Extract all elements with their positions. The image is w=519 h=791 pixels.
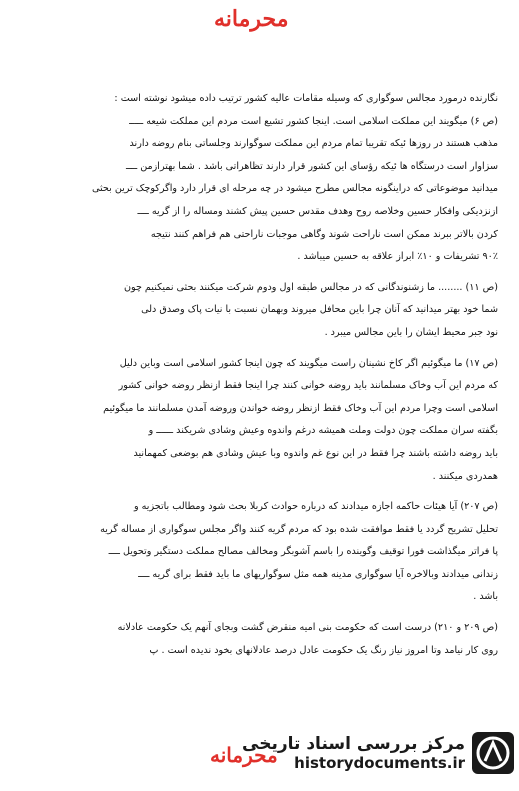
text-line: ۹۰٪ تشریفات و ۱۰٪ ابراز علاقه به حسین میباشد . [297, 251, 498, 263]
historydocuments-logo-icon [471, 731, 515, 775]
text-line: اسلامی است وچرا مردم این آب وخاک فقط ازنظر روضه خواندن وروضه آمدن مسلمانند ما میگوئیم [103, 402, 498, 414]
watermark-url: historydocuments.ir [294, 754, 465, 772]
text-line: کردن بالاتر ببرند ممکن است ناراحت شوند وگاهی موجبات ناراحتی هم فراهم کنند نتیجه [150, 228, 498, 240]
confidential-stamp-bottom: محرمانه [210, 743, 278, 767]
text-line: (ص ۶) میگویند این مملکت اسلامی است. اینجا کشور تشیع است مردم این مملکت شیعه ـــــ [129, 115, 498, 127]
text-line: پا فراتر میگذاشت فورا توقیف وگوینده را باسم آشوبگر ومخالف مصالح مملکت دستگیر وتحویل ــــ [108, 546, 498, 558]
confidential-stamp-top: محرمانه [214, 6, 289, 32]
text-line: که مردم این آب وخاک مسلمانند باید روضه خوانی کنند چرا اینجا فقط ازنظر روضه خوانی کشور [118, 380, 498, 392]
watermark [242, 731, 515, 775]
text-line: باید روضه داشته باشند چرا فقط در این نوع غم واندوه وبا عیش وشادی هم بوضعی کمهمانید [133, 447, 498, 459]
text-line: ازنزدیکی وافکار حسین وخلاصه روح وهدف مقدس حسین پیش کشند ومساله را از گریه ــــ [137, 205, 498, 217]
watermark-name: مرکز بررسی اسناد تاریخی [242, 734, 465, 754]
text-line: روی کار نیامد وتا امروز نیاز رنگ یک حکومت عادل درصد عادلانهای بخود ندیده است . پ [149, 644, 498, 656]
watermark-text [242, 734, 465, 772]
text-line: شما خود بهتر میدانید که آنان چرا باین محافل میروند وبهمان نسبت با نیات پاک وصدق دلی [141, 304, 498, 316]
text-line: مذهب هستند در روزها ئیکه تقریبا تمام مردم این مملکت سوگوارند وجلساتی بنام روضه دارند [129, 138, 498, 150]
text-line: (ص ۲۰۷) آیا هیئات حاکمه اجازه میدادند که درباره حوادث کربلا بحث شود ومطالب باتجزیه و [133, 501, 498, 513]
document-body [22, 88, 498, 662]
text-line: نود جبر محیط ایشان را باین مجالس میبرد . [324, 326, 498, 338]
text-line: نگارنده درمورد مجالس سوگواری که وسیله مقامات عالیه کشور ترتیب داده میشود نوشته است : [114, 93, 498, 104]
text-line: (ص ۱۷) ما میگوئیم اگر کاخ نشینان راست میگویند که چون اینجا کشور اسلامی است وباین دلیل [119, 357, 498, 369]
text-line: همدردی میکنند . [432, 470, 498, 482]
text-line: تحلیل تشریح گردد یا فقط موافقت شده بود که مردم گریه کنند واگر مجلس سوگواری از مساله گریه [100, 523, 498, 535]
text-line: باشد . [473, 591, 498, 603]
text-line: سزاوار است درستگاه ها ئیکه رؤسای این کشور قرار دارند تظاهراتی باشد . شما بهترازمن ــــ [125, 160, 498, 172]
text-line: میدانید موضوعاتی که دراینگونه مجالس مطرح میشود در چه مرحله ای قرار دارد واگرکوچک ترین بحثی [92, 183, 498, 195]
text-line: (ص ۲۰۹ و ۲۱۰) درست است که حکومت بنی امیه منقرض گشت وبجای آنهم یک حکومت عادلانه [117, 622, 498, 634]
text-line: زندانی میدادند وبالاخره آیا سوگواری مدینه همه مثل سوگواریهای ما باید فقط برای گریه ــــ [138, 568, 498, 580]
text-line: (ص ۱۱) ........ ما زشنوندگانی که در مجالس طبقه اول ودوم شرکت میکنند بحثی نمیکنیم چون [123, 281, 498, 293]
text-line: بگفته سران مملکت چون دولت وملت همیشه درغم واندوه وعیش وشادی شریکند ــــــ و [148, 425, 498, 437]
